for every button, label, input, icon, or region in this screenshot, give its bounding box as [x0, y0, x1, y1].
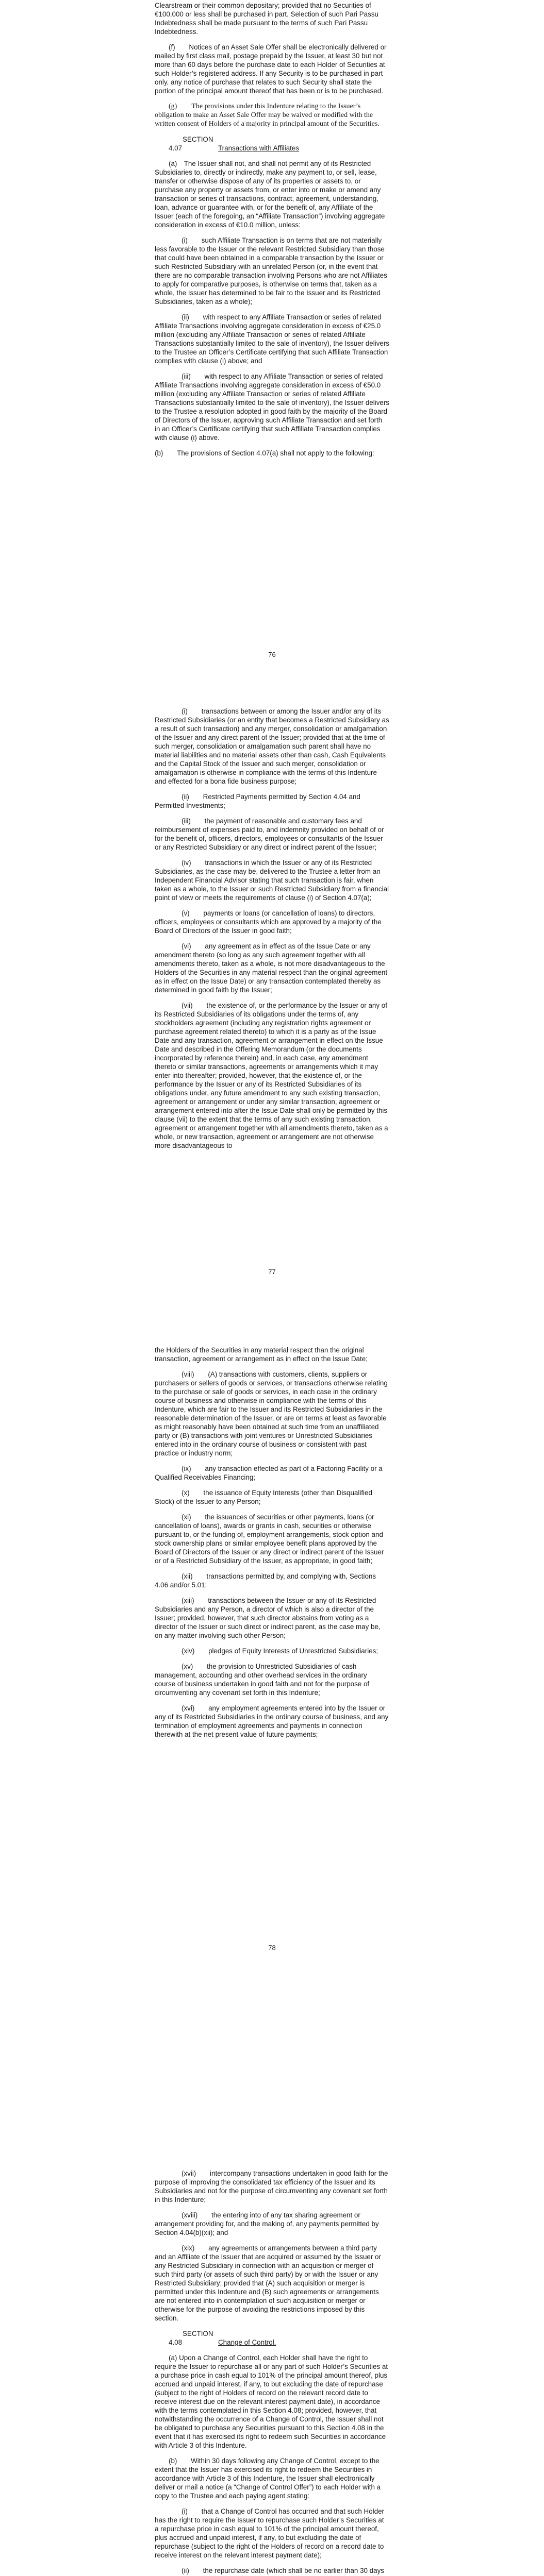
list-item: (iii) the payment of reasonable and customary fees and reimbursement of expenses paid to, and indemnity provided on behalf of or for the benefit of, officers, directors, employees or consultants of the Issuer or any Restricted Subsidiary or any direct or indirect parent of the Issuer;	[155, 817, 384, 851]
page-number: 76	[268, 651, 276, 658]
list-item: (iv) transactions in which the Issuer or any of its Restricted Subsidiaries, as the case may be, delivered to the Trustee a letter from an Independent Financial Advisor stating that such transaction is fair, when taken as a whole, to the Issuer or such Restricted Subsidiary from a financial point of view or meets the requirements of clause (i) of Section 4.07(a);	[155, 859, 389, 902]
list-item: (i) that a Change of Control has occurred and that such Holder has the right to require the Issuer to repurchase such Holder’s Securities at a repurchase price in cash equal to 101% of the principal amount thereof, plus accrued and unpaid interest, if any, to but excluding the date of repurchase (subject to the right of the Holders of record on a record date to receive interest on the relevant interest payment date);	[155, 2507, 384, 2559]
paragraph: the Holders of the Securities in any material respect than the original transaction, agreement or arrangement as in effect on the Issue Date;	[155, 1346, 368, 1363]
list-item: (xii) transactions permitted by, and complying with, Sections 4.06 and/or 5.01;	[155, 1572, 376, 1589]
paragraph: (b) Within 30 days following any Change of Control, except to the extent that the Issuer has exercised its right to redeem the Securities in accordance with Article 3 of this Indenture, the Issuer shall electronically deliver or mail a notice (a “Change of Control Offer”) to each Holder with a copy to the Trustee and each paying agent stating:	[155, 2457, 381, 2500]
list-item: (xi) the issuances of securities or other payments, loans (or cancellation of loans), awards or grants in cash, securities or otherwise pursuant to, or the funding of, employment arrangements, stock option and stock ownership plans or similar employee benefit plans approved by the Board of Directors of the Issuer or any direct or indirect parent of the Issuer or of a Restricted Subsidiary of the Issuer, as appropriate, in good faith;	[155, 1513, 384, 1565]
page-77-body	[155, 696, 389, 1150]
section-heading	[155, 2329, 389, 2347]
page-79-body	[155, 2030, 389, 2576]
page-78-body	[155, 1340, 389, 1739]
paragraph: (b) The provisions of Section 4.07(a) shall not apply to the following:	[155, 449, 374, 457]
document-page-79	[0, 2030, 544, 2576]
list-item: (vi) any agreement as in effect as of the Issue Date or any amendment thereto (so long as any such agreement together with all amendments thereto, taken as a whole, is not more disadvantageous to the Holders of the Securities in any material respect than the original agreement as in effect on the Issue Date) or any transaction contemplated thereby as determined in good faith by the Issuer;	[155, 942, 388, 994]
list-item: (i) transactions between or among the Issuer and/or any of its Restricted Subsidiaries (or an entity that becomes a Restricted Subsidiary as a result of such transaction) and any merger, consolidation or amalgamation of the Issuer and any direct parent of the Issuer; provided that at the time of such merger, consolidation or amalgamation such parent shall have no material liabilities and no material assets other than cash, Cash Equivalents and the Capital Stock of the Issuer and such merger, consolidation or amalgamation is otherwise in compliance with the terms of this Indenture and effected for a bona fide business purpose;	[155, 707, 389, 785]
page-number: 77	[268, 1268, 276, 1276]
document-page-76	[0, 0, 544, 665]
list-item: (ii) the repurchase date (which shall be no earlier than 30 days	[182, 2567, 384, 2574]
page-number: 78	[268, 1944, 276, 1952]
list-item: (xv) the provision to Unrestricted Subsidiaries of cash management, accounting and other overhead services in the ordinary course of business undertaken in good faith and not for the purpose of circumventing any covenant set forth in this Indenture;	[155, 1663, 370, 1697]
paragraph: (a) The Issuer shall not, and shall not permit any of its Restricted Subsidiaries to, directly or indirectly, make any payment to, or sell, lease, transfer or otherwise dispose of any of its properties or assets to, or purchase any property or assets from, or enter into or make or amend any transaction or series of transactions, contract, agreement, understanding, loan, advance or guarantee with, or for the benefit of, any Affiliate of the Issuer (each of the foregoing, an “Affiliate Transaction”) involving aggregate consideration in excess of €10.0 million, unless:	[155, 160, 385, 229]
list-item: (v) payments or loans (or cancellation of loans) to directors, officers, employees or consultants which are approved by a majority of the Board of Directors of the Issuer in good faith;	[155, 909, 382, 935]
list-item: (ii) with respect to any Affiliate Transaction or series of related Affiliate Transactions involving aggregate consideration in excess of €25.0 million (excluding any Affiliate Transaction or series of related Affiliate Transactions substantially limited to the sale of inventory), the Issuer delivers to the Trustee an Officer’s Certificate certifying that such Affiliate Transaction complies with clause (i) above; and	[155, 313, 389, 365]
section-heading	[155, 135, 389, 152]
document-page-77	[0, 696, 544, 1334]
list-item: (iii) with respect to any Affiliate Transaction or series of related Affiliate Transactions involving aggregate consideration in excess of €50.0 million (excluding any Affiliate Transaction or series of related Affiliate Transactions substantially limited to the sale of inventory), the Issuer delivers to the Trustee a resolution adopted in good faith by the majority of the Board of Directors of the Issuer, approving such Affiliate Transaction and set forth in an Officer’s Certificate certifying that such Affiliate Transaction complies with clause (i) above.	[155, 372, 389, 442]
list-item: (xvi) any employment agreements entered into by the Issuer or any of its Restricted Subsidiaries in the ordinary course of business, and any termination of employment agreements and payments in connection therewith at the net present value of future payments;	[155, 1704, 389, 1738]
list-item: (vii) the existence of, or the performance by the Issuer or any of its Restricted Subsidiaries of its obligations under the terms of, any stockholders agreement (including any registration rights agreement or purchase agreement related thereto) to which it is a party as of the Issue Date and any transaction, agreement or arrangement in effect on the Issue Date and described in the Offering Memorandum (or the documents incorporated by reference therein) and, in each case, any amendment thereto or similar transactions, agreements or arrangements which it may enter into thereafter; provided, however, that the existence of, or the performance by the Issuer or any of its Restricted Subsidiaries of its obligations under, any future amendment to any such existing transaction, agreement or arrangement or under any similar transaction, agreement or arrangement entered into after the Issue Date shall only be permitted by this clause (vii) to the extent that the terms of any such existing transaction, agreement or arrangement together with all amendments thereto, taken as a whole, or new transaction, agreement or arrangement are not otherwise more disadvantageous to	[155, 1002, 388, 1149]
list-item: (ix) any transaction effected as part of a Factoring Facility or a Qualified Receivables Financing;	[155, 1465, 383, 1481]
paragraph: (f) Notices of an Asset Sale Offer shall be electronically delivered or mailed by first class mail, postage prepaid by the Issuer, at least 30 but not more than 60 days before the purchase date to each Holder of Securities at such Holder’s registered address. If any Security is to be purchased in part only, any notice of purchase that relates to such Security shall state the portion of the principal amount thereof that has been or is to be purchased.	[155, 43, 387, 95]
list-item: (viii) (A) transactions with customers, clients, suppliers or purchasers or sellers of goods or services, or transactions otherwise relating to the purchase or sale of goods or services, in each case in the ordinary course of business and otherwise in compliance with the terms of this Indenture, which are fair to the Issuer and its Restricted Subsidiaries in the reasonable determination of the Issuer, or are on terms at least as favorable as might reasonably have been obtained at such time from an unaffiliated party or (B) transactions with joint ventures or Unrestricted Subsidiaries entered into in the ordinary course of business or consistent with past practice or industry norm;	[155, 1370, 388, 1457]
document-page-78	[0, 1340, 544, 2025]
list-item: (xiii) transactions between the Issuer or any of its Restricted Subsidiaries and any Person, a director of which is also a director of the Issuer; provided, however, that such director abstains from voting as a director of the Issuer or such direct or indirect parent, as the case may be, on any matter involving such other Person;	[155, 1597, 381, 1639]
list-item: (xix) any agreements or arrangements between a third party and an Affiliate of the Issuer that are acquired or assumed by the Issuer or any Restricted Subsidiary in connection with an acquisition or merger of such third party (or assets of such third party) by or with the Issuer or any Restricted Subsidiary; provided that (A) such acquisition or merger is permitted under this Indenture and (B) such agreements or arrangements are not entered into in contemplation of such acquisition or merger or otherwise for the purpose of avoiding the restrictions imposed by this section.	[155, 2244, 381, 2322]
section-title: Change of Control.	[218, 2338, 276, 2346]
section-number: SECTION 4.08	[169, 2330, 213, 2346]
list-item: (x) the issuance of Equity Interests (other than Disqualified Stock) of the Issuer to any Person;	[155, 1489, 372, 1505]
page-76-body	[155, 0, 389, 457]
section-number: SECTION 4.07	[169, 135, 213, 152]
paragraph: Clearstream or their common depositary; provided that no Securities of €100,000 or less shall be purchased in part. Selection of such Pari Passu Indebtedness shall be made pursuant to the terms of such Pari Passu Indebtedness.	[155, 2, 378, 36]
section-title: Transactions with Affiliates	[218, 144, 300, 152]
paragraph: (g) The provisions under this Indenture relating to the Issuer’s obligation to make an Asset Sale Offer may be waived or modified with the written consent of Holders of a majority in principal amount of the Securities.	[155, 103, 380, 128]
list-item: (ii) Restricted Payments permitted by Section 4.04 and Permitted Investments;	[155, 793, 360, 809]
list-item: (xiv) pledges of Equity Interests of Unrestricted Subsidiaries;	[182, 1647, 378, 1655]
list-item: (i) such Affiliate Transaction is on terms that are not materially less favorable to the Issuer or the relevant Restricted Subsidiary than those that could have been obtained in a comparable transaction by the Issuer or such Restricted Subsidiary with an unrelated Person (or, in the event that there are no comparable transaction involving Persons who are not Affiliates to apply for comparative purposes, is otherwise on terms that, taken as a whole, the Issuer has determined to be fair to the Issuer and its Restricted Subsidiaries, taken as a whole);	[155, 236, 387, 306]
paragraph: (a) Upon a Change of Control, each Holder shall have the right to require the Issuer to repurchase all or any part of such Holder’s Securities at a purchase price in cash equal to 101% of the principal amount thereof, plus accrued and unpaid interest, if any, to but excluding the date of repurchase (subject to the right of Holders of record on the relevant record date to receive interest due on the relevant interest payment date), in accordance with the terms contemplated in this Section 4.08; provided, however, that notwithstanding the occurrence of a Change of Control, the Issuer shall not be obligated to purchase any Securities pursuant to this Section 4.08 in the event that it has exercised its right to redeem such Securities in accordance with Article 3 of this Indenture.	[155, 2354, 388, 2449]
list-item: (xviii) the entering into of any tax sharing agreement or arrangement providing for, and the making of, any payments permitted by Section 4.04(b)(xii); and	[155, 2211, 379, 2236]
list-item: (xvii) intercompany transactions undertaken in good faith for the purpose of improving the consolidated tax efficiency of the Issuer and its Subsidiaries and not for the purpose of circumventing any covenant set forth in this Indenture;	[155, 2170, 388, 2204]
